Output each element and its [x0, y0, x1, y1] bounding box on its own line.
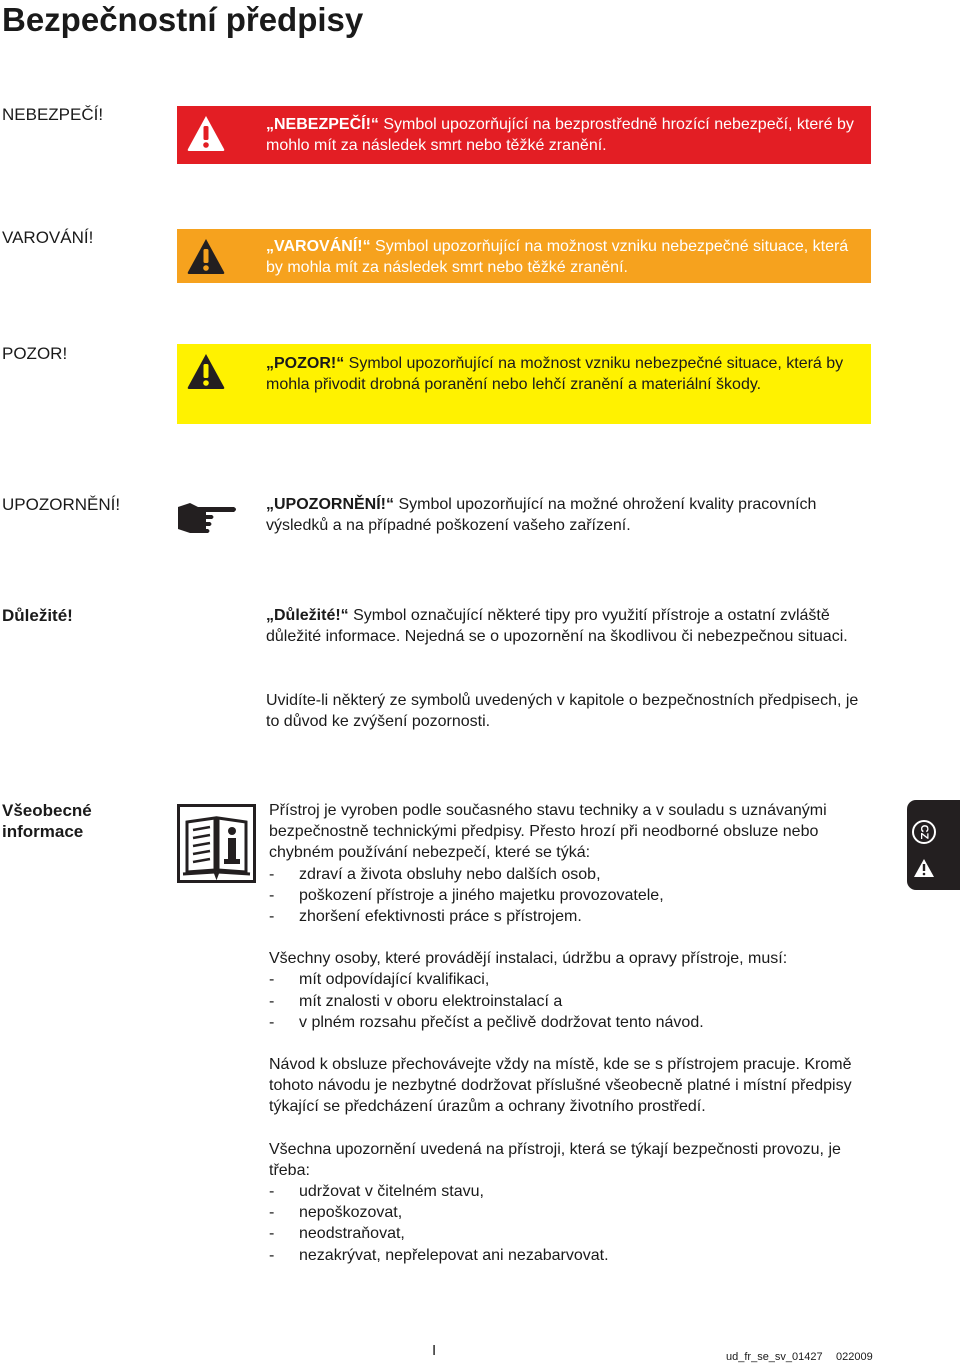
- general-label-line1: Všeobecné: [2, 801, 92, 820]
- warning-label: VAROVÁNÍ!: [2, 228, 94, 247]
- manual-book-info-icon: [177, 804, 256, 883]
- list-item: - v plném rozsahu přečíst a pečlivě dodržovat tento návod.: [269, 1013, 704, 1031]
- general-label-line2: informace: [2, 822, 84, 841]
- list-item: - poškození přístroje a jiného majetku provozovatele,: [269, 886, 664, 904]
- important-label: Důležité!: [2, 606, 73, 625]
- warning-lead: „VAROVÁNÍ!“: [266, 238, 371, 255]
- list-item: - nezakrývat, nepřelepovat ani nezabarvovat.: [269, 1246, 609, 1264]
- language-tab: [907, 800, 960, 890]
- list-item: - mít odpovídající kvalifikaci,: [269, 971, 490, 989]
- document-date: 022009: [836, 1351, 873, 1363]
- general-para3: Návod k obsluze přechovávejte vždy na místě, kde se s přístrojem pracuje. Kromě tohoto návodu je nezbytné dodržovat příslušné všeobecně platné i místní předpisy týkající se předcházení úrazům a ochrany životního prostředí.: [269, 1056, 852, 1116]
- page-number: I: [432, 1342, 437, 1359]
- warning-text: Symbol upozorňující na možnost vzniku nebezpečné situace, která by mohla mít za následek smrt nebo těžké zranění.: [266, 238, 849, 277]
- important-message: [266, 605, 866, 647]
- important-extra: Uvidíte-li některý ze symbolů uvedených v kapitole o bezpečnostních předpisech, je to důvod ke zvýšení pozornosti.: [266, 692, 859, 731]
- important-lead: „Důležité!“: [266, 607, 349, 624]
- notice-label: UPOZORNĚNÍ!: [2, 495, 121, 514]
- general-body: [269, 800, 879, 1266]
- list-item: - nepoškozovat,: [269, 1204, 403, 1222]
- list-item: - mít znalosti v oboru elektroinstalací a: [269, 992, 563, 1010]
- language-code: CZ: [918, 824, 930, 840]
- danger-lead: „NEBEZPEČÍ!“: [266, 116, 379, 133]
- warning-triangle-icon: [186, 237, 226, 275]
- caution-triangle-icon: [186, 352, 226, 390]
- document-code: ud_fr_se_sv_01427: [726, 1351, 823, 1363]
- notice-message: [266, 494, 826, 536]
- danger-warning-triangle-icon: [186, 114, 226, 152]
- important-text: Symbol označující některé tipy pro využití přístroje a ostatní zvláště důležité informace. Nejedná se o upozornění na škodlivou či nebezpečnou situaci.: [266, 607, 848, 646]
- language-tab-graphic: [907, 800, 960, 890]
- general-para4: Všechna upozornění uvedená na přístroji, která se týkají bezpečnosti provozu, je třeba:: [269, 1140, 841, 1179]
- general-para2: Všechny osoby, které provádějí instalaci, údržbu a opravy přístroje, musí:: [269, 950, 788, 968]
- list-item: - udržovat v čitelném stavu,: [269, 1183, 484, 1201]
- danger-text: Symbol upozorňující na bezprostředně hrozící nebezpečí, které by mohlo mít za následek smrt nebo těžké zranění.: [266, 116, 854, 155]
- caution-message: [266, 353, 851, 395]
- caution-lead: „POZOR!“: [266, 355, 345, 372]
- general-para1: Přístroj je vyroben podle současného stavu techniky a v souladu s uznávanými bezpečnostně technickými předpisy. Přesto hrozí při neodborné obsluze nebo chybném používání nebezpečí, které se týká:: [269, 802, 827, 862]
- danger-message: [266, 114, 856, 156]
- notice-lead: „UPOZORNĚNÍ!“: [266, 496, 394, 513]
- list-item: - zhoršení efektivnosti práce s přístrojem.: [269, 908, 582, 926]
- caution-label: POZOR!: [2, 344, 68, 363]
- pointing-hand-icon: [176, 499, 238, 535]
- page-title: Bezpečnostní předpisy: [2, 1, 364, 38]
- list-item: - zdraví a života obsluhy nebo dalších osob,: [269, 865, 601, 883]
- list-item: - neodstraňovat,: [269, 1225, 405, 1243]
- warning-message: [266, 236, 856, 278]
- danger-label: NEBEZPEČÍ!: [2, 105, 104, 124]
- notice-text: Symbol upozorňující na možné ohrožení kvality pracovních výsledků a na případné poškození vašeho zařízení.: [266, 496, 817, 535]
- caution-text: Symbol upozorňující na možnost vzniku nebezpečné situace, která by mohla přivodit drobná poranění nebo lehčí zranění a materiální škody.: [266, 355, 844, 394]
